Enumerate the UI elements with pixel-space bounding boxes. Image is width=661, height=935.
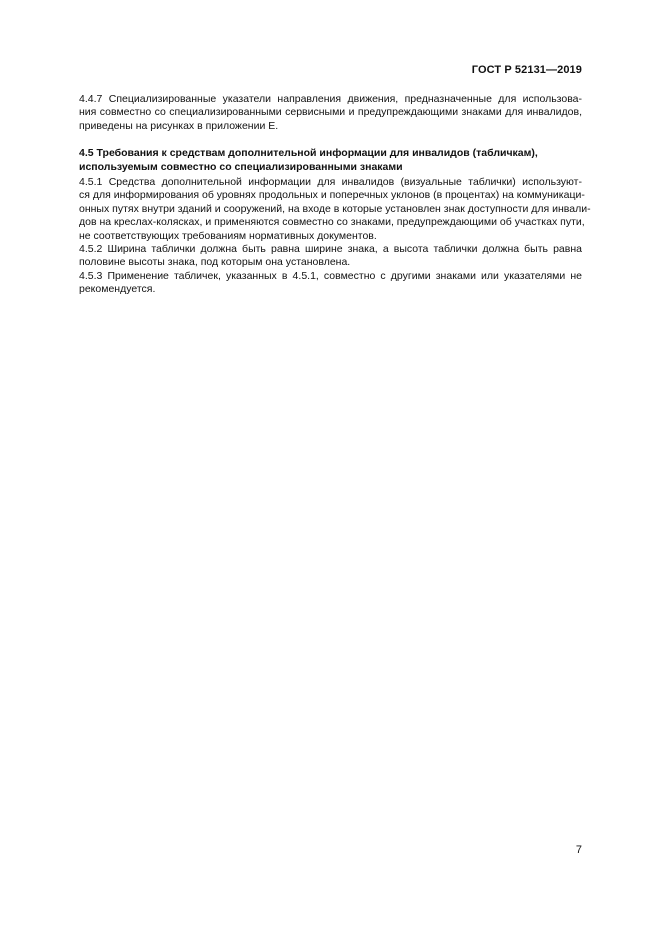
- paragraph-4-4-7: [79, 93, 582, 133]
- paragraph-4-5-3: [79, 270, 582, 297]
- paragraph-line: дов на креслах-колясках, и применяются совместно со знаками, предупреждающими об участках пути,: [79, 216, 585, 229]
- page-number: 7: [575, 844, 582, 856]
- paragraph-line: не соответствующих требованиям нормативных документов.: [79, 229, 377, 242]
- paragraph-line: ся для информирования об уровнях продольных и поперечных уклонов (в процентах) на коммуникаци-: [79, 189, 585, 202]
- section-heading-4-5: [79, 147, 582, 174]
- paragraph-line: ния совместно со специализированными сервисными и предупреждающими знаками для инвалидов,: [79, 106, 582, 119]
- paragraph-4-5-2: [79, 243, 582, 270]
- paragraph-line: 4.4.7 Специализированные указатели направления движения, предназначенные для использова-: [79, 93, 582, 105]
- heading-line: используемым совместно со специализированными знаками: [79, 160, 403, 173]
- document-code: ГОСТ Р 52131—2019: [471, 64, 582, 76]
- paragraph-line: половине высоты знака, под которым она установлена.: [79, 256, 351, 269]
- paragraph-line: 4.5.2 Ширина таблички должна быть равна ширине знака, а высота таблички должна быть равна: [79, 243, 582, 256]
- paragraph-line: онных путях внутри зданий и сооружений, на входе в которые установлен знак доступности для инвали-: [79, 202, 591, 215]
- document-body: [79, 93, 591, 297]
- paragraph-line: приведены на рисунках в приложении Е.: [79, 119, 279, 132]
- paragraph-4-5-1: [79, 176, 591, 243]
- heading-line: 4.5 Требования к средствам дополнительной информации для инвалидов (табличкам),: [79, 147, 538, 160]
- paragraph-line: рекомендуется.: [79, 283, 156, 296]
- paragraph-line: 4.5.1 Средства дополнительной информации для инвалидов (визуальные таблички) используют-: [79, 176, 582, 189]
- paragraph-line: 4.5.3 Применение табличек, указанных в 4.5.1, совместно с другими знаками или указателями не: [79, 269, 582, 282]
